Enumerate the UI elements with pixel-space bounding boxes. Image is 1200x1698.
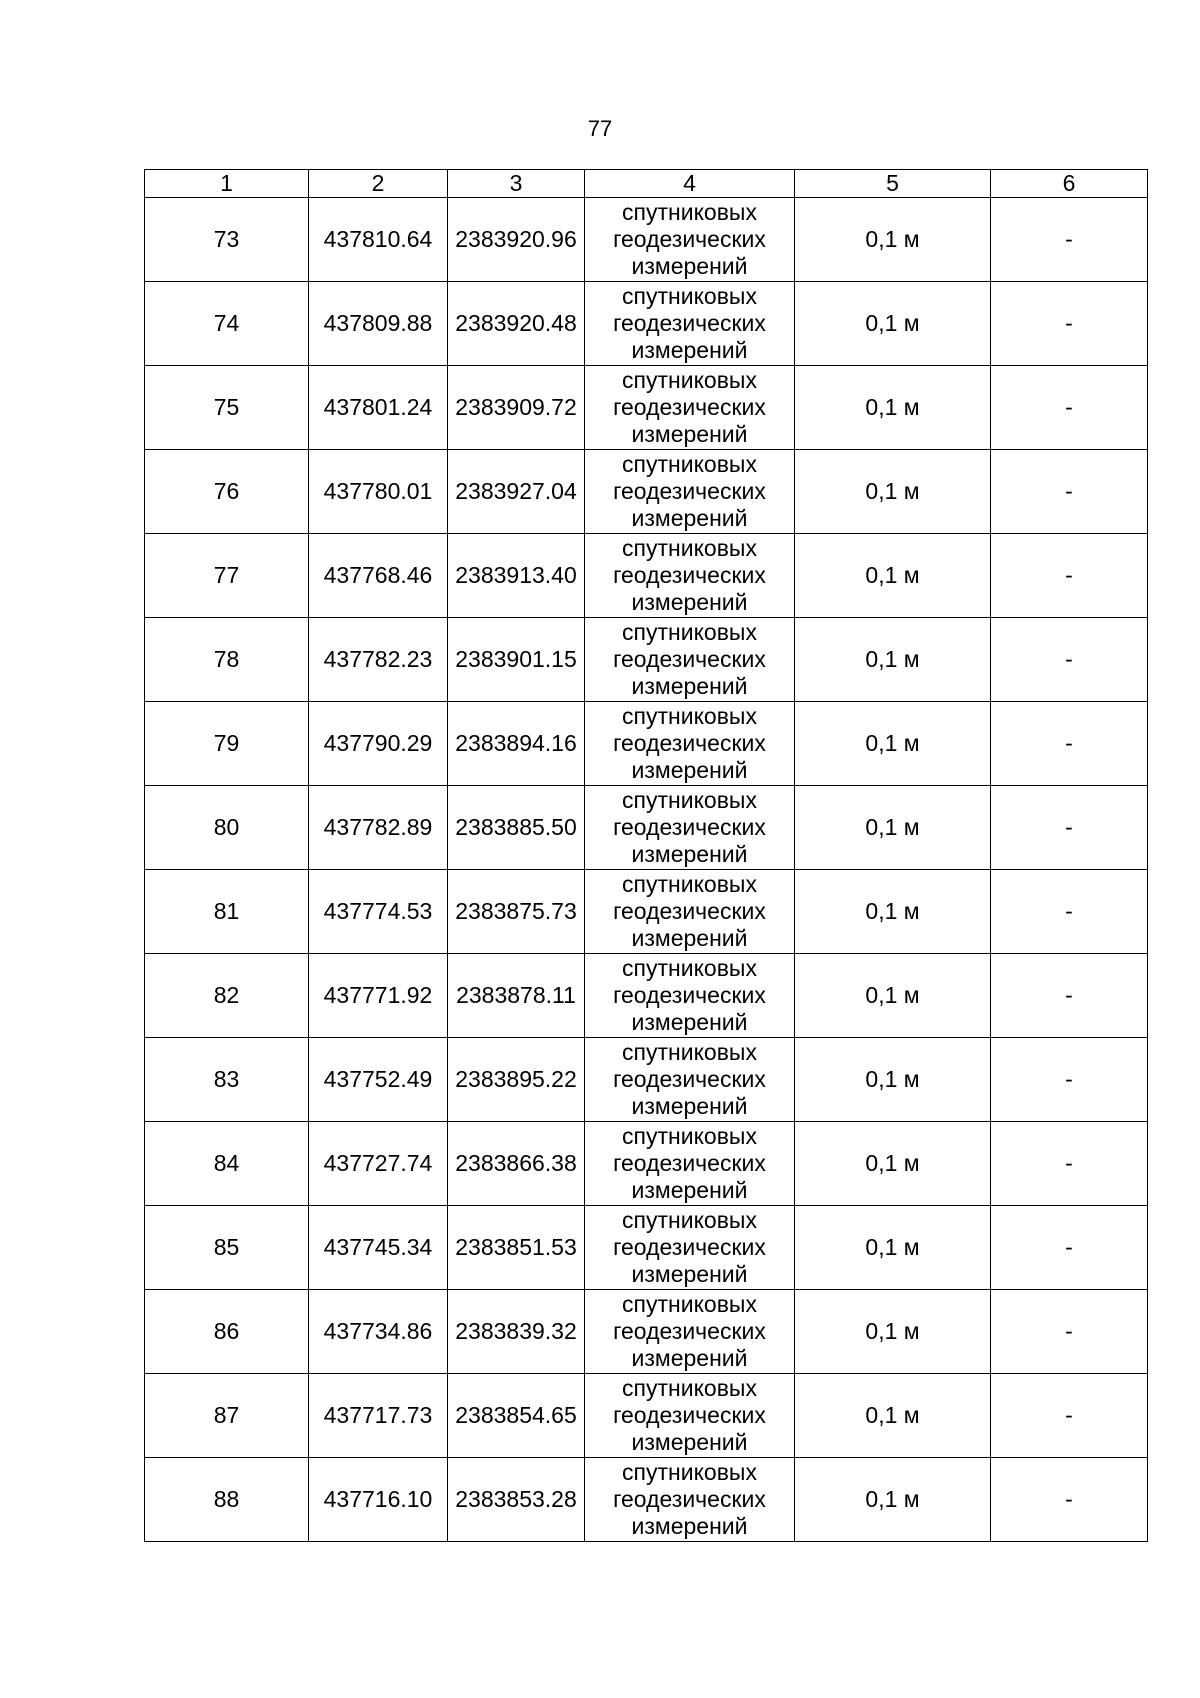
table-row (145, 450, 1148, 534)
note-cell: - (991, 1374, 1148, 1458)
x-coordinate-cell: 437790.29 (309, 702, 448, 786)
column-header: 6 (991, 170, 1148, 198)
note-cell: - (991, 1290, 1148, 1374)
note-cell: - (991, 450, 1148, 534)
method-cell: спутниковых геодезических измерений (585, 534, 795, 618)
x-coordinate-cell: 437782.89 (309, 786, 448, 870)
point-number-cell: 76 (145, 450, 309, 534)
table-header-row (145, 170, 1148, 198)
point-number-cell: 81 (145, 870, 309, 954)
column-header: 4 (585, 170, 795, 198)
note-cell: - (991, 534, 1148, 618)
note-cell: - (991, 366, 1148, 450)
note-cell: - (991, 786, 1148, 870)
table-row (145, 1458, 1148, 1542)
x-coordinate-cell: 437727.74 (309, 1122, 448, 1206)
table-row (145, 870, 1148, 954)
method-cell: спутниковых геодезических измерений (585, 366, 795, 450)
page-number: 77 (587, 116, 613, 141)
accuracy-cell: 0,1 м (795, 1374, 991, 1458)
y-coordinate-cell: 2383875.73 (448, 870, 585, 954)
coordinates-table (144, 169, 1148, 1542)
y-coordinate-cell: 2383851.53 (448, 1206, 585, 1290)
accuracy-cell: 0,1 м (795, 1038, 991, 1122)
table-row (145, 954, 1148, 1038)
point-number-cell: 80 (145, 786, 309, 870)
method-cell: спутниковых геодезических измерений (585, 282, 795, 366)
table-row (145, 786, 1148, 870)
x-coordinate-cell: 437780.01 (309, 450, 448, 534)
y-coordinate-cell: 2383927.04 (448, 450, 585, 534)
point-number-cell: 79 (145, 702, 309, 786)
table-row (145, 1290, 1148, 1374)
method-cell: спутниковых геодезических измерений (585, 870, 795, 954)
table-row (145, 618, 1148, 702)
table-row (145, 1038, 1148, 1122)
note-cell: - (991, 1038, 1148, 1122)
point-number-cell: 82 (145, 954, 309, 1038)
method-cell: спутниковых геодезических измерений (585, 786, 795, 870)
y-coordinate-cell: 2383920.96 (448, 198, 585, 282)
method-cell: спутниковых геодезических измерений (585, 1290, 795, 1374)
point-number-cell: 75 (145, 366, 309, 450)
column-header: 5 (795, 170, 991, 198)
x-coordinate-cell: 437782.23 (309, 618, 448, 702)
y-coordinate-cell: 2383901.15 (448, 618, 585, 702)
x-coordinate-cell: 437716.10 (309, 1458, 448, 1542)
accuracy-cell: 0,1 м (795, 534, 991, 618)
point-number-cell: 83 (145, 1038, 309, 1122)
note-cell: - (991, 618, 1148, 702)
method-cell: спутниковых геодезических измерений (585, 1122, 795, 1206)
point-number-cell: 85 (145, 1206, 309, 1290)
method-cell: спутниковых геодезических измерений (585, 1038, 795, 1122)
column-header: 2 (309, 170, 448, 198)
table-row (145, 366, 1148, 450)
method-cell: спутниковых геодезических измерений (585, 450, 795, 534)
accuracy-cell: 0,1 м (795, 1458, 991, 1542)
x-coordinate-cell: 437768.46 (309, 534, 448, 618)
y-coordinate-cell: 2383866.38 (448, 1122, 585, 1206)
accuracy-cell: 0,1 м (795, 618, 991, 702)
point-number-cell: 74 (145, 282, 309, 366)
y-coordinate-cell: 2383878.11 (448, 954, 585, 1038)
point-number-cell: 87 (145, 1374, 309, 1458)
accuracy-cell: 0,1 м (795, 870, 991, 954)
method-cell: спутниковых геодезических измерений (585, 1458, 795, 1542)
accuracy-cell: 0,1 м (795, 366, 991, 450)
y-coordinate-cell: 2383854.65 (448, 1374, 585, 1458)
column-header: 3 (448, 170, 585, 198)
method-cell: спутниковых геодезических измерений (585, 702, 795, 786)
point-number-cell: 86 (145, 1290, 309, 1374)
method-cell: спутниковых геодезических измерений (585, 1206, 795, 1290)
point-number-cell: 88 (145, 1458, 309, 1542)
accuracy-cell: 0,1 м (795, 786, 991, 870)
column-header: 1 (145, 170, 309, 198)
x-coordinate-cell: 437801.24 (309, 366, 448, 450)
table-row (145, 1374, 1148, 1458)
note-cell: - (991, 870, 1148, 954)
x-coordinate-cell: 437717.73 (309, 1374, 448, 1458)
note-cell: - (991, 954, 1148, 1038)
accuracy-cell: 0,1 м (795, 282, 991, 366)
note-cell: - (991, 1122, 1148, 1206)
note-cell: - (991, 1458, 1148, 1542)
x-coordinate-cell: 437752.49 (309, 1038, 448, 1122)
method-cell: спутниковых геодезических измерений (585, 198, 795, 282)
y-coordinate-cell: 2383909.72 (448, 366, 585, 450)
table-row (145, 702, 1148, 786)
accuracy-cell: 0,1 м (795, 1206, 991, 1290)
point-number-cell: 77 (145, 534, 309, 618)
x-coordinate-cell: 437745.34 (309, 1206, 448, 1290)
x-coordinate-cell: 437809.88 (309, 282, 448, 366)
x-coordinate-cell: 437771.92 (309, 954, 448, 1038)
x-coordinate-cell: 437774.53 (309, 870, 448, 954)
table-body (145, 170, 1148, 1542)
y-coordinate-cell: 2383913.40 (448, 534, 585, 618)
table-row (145, 282, 1148, 366)
accuracy-cell: 0,1 м (795, 1290, 991, 1374)
point-number-cell: 78 (145, 618, 309, 702)
accuracy-cell: 0,1 м (795, 450, 991, 534)
point-number-cell: 73 (145, 198, 309, 282)
point-number-cell: 84 (145, 1122, 309, 1206)
accuracy-cell: 0,1 м (795, 1122, 991, 1206)
table-row (145, 534, 1148, 618)
note-cell: - (991, 282, 1148, 366)
note-cell: - (991, 198, 1148, 282)
y-coordinate-cell: 2383920.48 (448, 282, 585, 366)
method-cell: спутниковых геодезических измерений (585, 618, 795, 702)
table-row (145, 198, 1148, 282)
y-coordinate-cell: 2383853.28 (448, 1458, 585, 1542)
y-coordinate-cell: 2383895.22 (448, 1038, 585, 1122)
note-cell: - (991, 702, 1148, 786)
accuracy-cell: 0,1 м (795, 954, 991, 1038)
y-coordinate-cell: 2383894.16 (448, 702, 585, 786)
method-cell: спутниковых геодезических измерений (585, 954, 795, 1038)
note-cell: - (991, 1206, 1148, 1290)
method-cell: спутниковых геодезических измерений (585, 1374, 795, 1458)
table-row (145, 1122, 1148, 1206)
x-coordinate-cell: 437810.64 (309, 198, 448, 282)
y-coordinate-cell: 2383885.50 (448, 786, 585, 870)
accuracy-cell: 0,1 м (795, 702, 991, 786)
x-coordinate-cell: 437734.86 (309, 1290, 448, 1374)
y-coordinate-cell: 2383839.32 (448, 1290, 585, 1374)
table-row (145, 1206, 1148, 1290)
accuracy-cell: 0,1 м (795, 198, 991, 282)
